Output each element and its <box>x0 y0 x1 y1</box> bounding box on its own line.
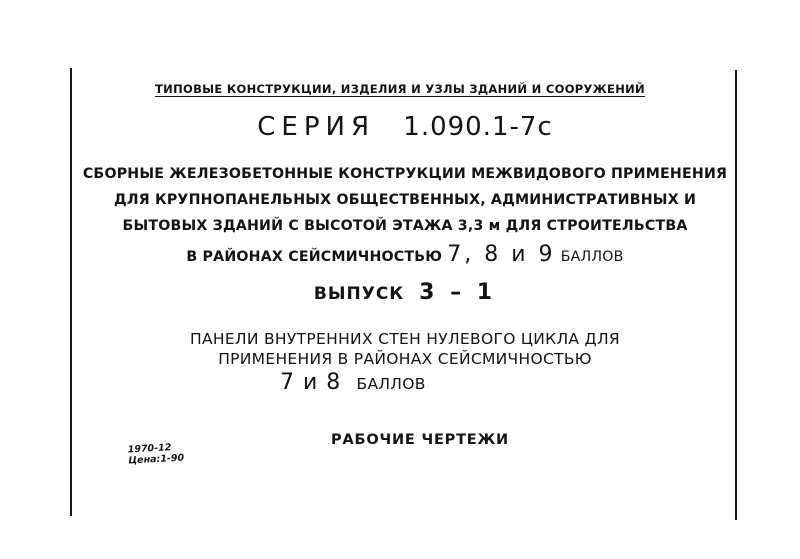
stamp-price: Цена:1-90 <box>128 452 185 467</box>
right-border-line <box>735 70 737 520</box>
left-border-line <box>70 68 72 516</box>
issue-number: 3 – 1 <box>419 280 497 305</box>
stamp-year: 1970-12 <box>127 442 172 456</box>
subtitle-line-3 <box>280 370 426 395</box>
description-line-4 <box>80 242 730 267</box>
description-line-3: БЫТОВЫХ ЗДАНИЙ С ВЫСОТОЙ ЭТАЖА 3,3 м ДЛЯ СТРОИТЕЛЬСТВА <box>122 218 688 234</box>
working-drawings-label: РАБОЧИЕ ЧЕРТЕЖИ <box>331 432 509 448</box>
subtitle-seismicity-values: 7 и 8 <box>280 370 342 395</box>
subtitle-line-1: ПАНЕЛИ ВНУТРЕННИХ СТЕН НУЛЕВОГО ЦИКЛА ДЛЯ <box>190 330 620 348</box>
issue-label: ВЫПУСК <box>313 284 405 304</box>
price-stamp <box>127 442 184 467</box>
subtitle-line-2: ПРИМЕНЕНИЯ В РАЙОНАХ СЕЙСМИЧНОСТЬЮ <box>218 350 592 368</box>
subtitle-line-3-suffix: БАЛЛОВ <box>356 375 426 393</box>
series-title <box>80 112 730 142</box>
seismicity-values: 7, 8 и 9 <box>447 242 556 267</box>
description-line-1: СБОРНЫЕ ЖЕЛЕЗОБЕТОННЫЕ КОНСТРУКЦИИ МЕЖВИДОВОГО ПРИМЕНЕНИЯ <box>82 166 728 182</box>
issue-title <box>80 280 730 305</box>
document-header: ТИПОВЫЕ КОНСТРУКЦИИ, ИЗДЕЛИЯ И УЗЛЫ ЗДАНИЙ И СООРУЖЕНИЙ <box>155 82 645 96</box>
description-line-2: ДЛЯ КРУПНОПАНЕЛЬНЫХ ОБЩЕСТВЕННЫХ, АДМИНИСТРАТИВНЫХ И <box>113 192 697 208</box>
series-number: 1.090.1-7с <box>403 112 553 142</box>
description-line-4-suffix: БАЛЛОВ <box>560 249 624 265</box>
description-line-4-prefix: В РАЙОНАХ СЕЙСМИЧНОСТЬЮ <box>186 249 443 265</box>
series-label: СЕРИЯ <box>257 112 376 142</box>
